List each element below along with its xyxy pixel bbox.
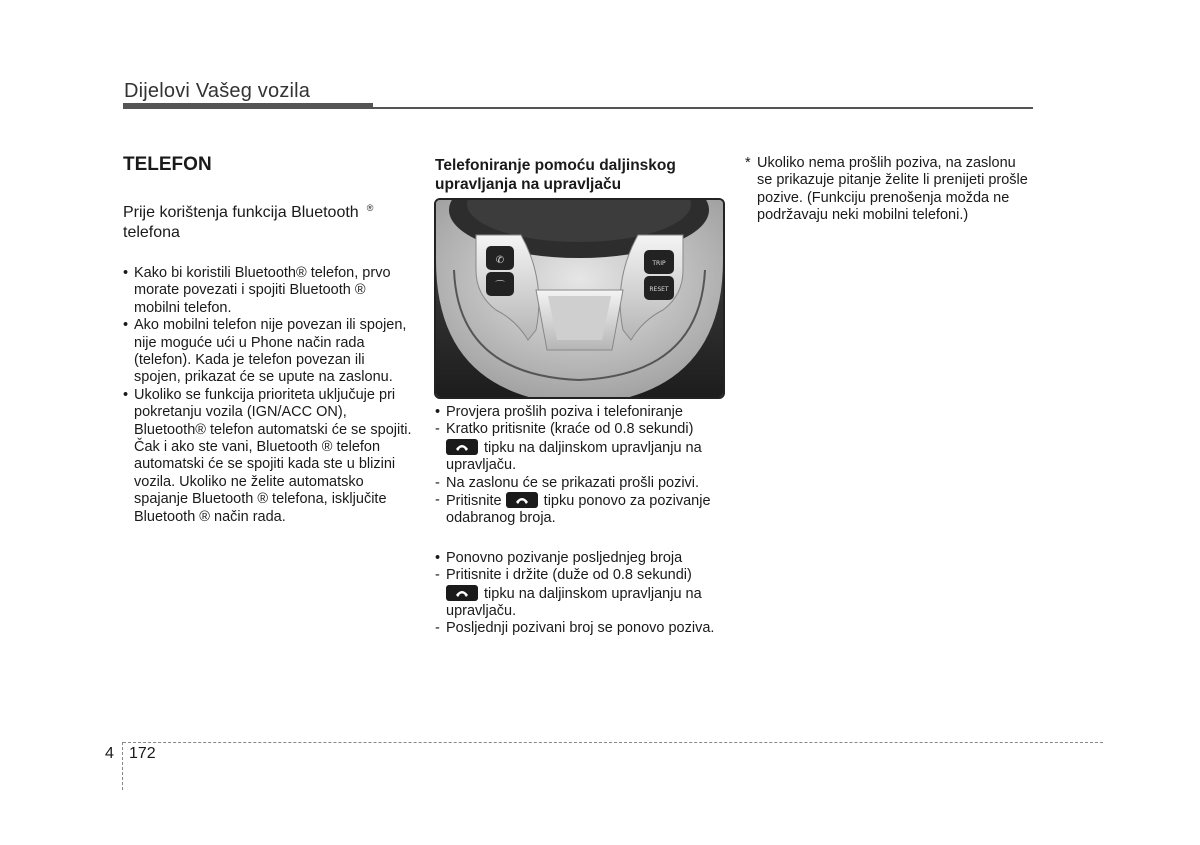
item-text: tipku na daljinskom upravljanju na upravljaču. [446, 439, 702, 474]
bluetooth-subheading [123, 198, 418, 243]
item-title: Ponovno pozivanje posljednjeg broja [446, 549, 683, 566]
subheading-line2: telefona [123, 224, 180, 241]
footer-divider [122, 742, 123, 790]
page-number: 172 [129, 745, 156, 762]
footnote [745, 155, 1035, 225]
subheading-line1: Prije korištenja funkcija Bluetooth [123, 204, 359, 221]
bluetooth-notes-list [123, 265, 415, 526]
list-item: - Na zaslonu će se prikazati prošli pozivi. [435, 474, 700, 491]
call-instructions [435, 404, 727, 638]
reset-button-label: RESET [649, 286, 669, 293]
registered-mark: ® [366, 203, 374, 213]
list-item: • Ponovno pozivanje posljednjeg broja [435, 549, 683, 566]
item-title: Provjera prošlih poziva i telefoniranje [446, 404, 683, 420]
trip-button-label: TRIP [652, 260, 666, 267]
item-text: Pritisnite i držite (duže od 0.8 sekundi) [446, 567, 692, 584]
item-text: Kratko pritisnite (kraće od 0.8 sekundi) [446, 421, 694, 438]
svg-text:✆: ✆ [495, 255, 505, 266]
heading-line2: upravljanja na upravljaču [435, 176, 622, 193]
item-text: tipku ponovo za pozivanje odabranog broja. [446, 493, 711, 527]
remote-control-heading [435, 156, 725, 194]
list-item: - Pritisnite i držite (duže od 0.8 sekundi) tipku na daljinskom upravljanju na upravljaču. [435, 567, 702, 620]
list-item: - Pritisnite tipku ponovo za pozivanje odabranog broja. [435, 492, 711, 527]
header-rule-thick [123, 103, 373, 109]
section-title: Dijelovi Vašeg vozila [124, 80, 311, 102]
phone-call-button-icon [506, 492, 538, 508]
steering-wheel-illustration [436, 200, 723, 397]
item-text: Pritisnite [446, 493, 502, 510]
chapter-number: 4 [105, 745, 114, 762]
list-item: - Posljednji pozivani broj se ponovo poziva. [435, 620, 715, 637]
phone-call-button-icon [446, 439, 478, 455]
item-text: Na zaslonu će se prikazati prošli pozivi. [446, 474, 700, 491]
svg-text:⌒: ⌒ [495, 281, 505, 292]
phone-call-button-icon [446, 585, 478, 601]
list-item: • Kako bi koristili Bluetooth® telefon, prvo morate povezati i spojiti Bluetooth ® mobilni telefon. [123, 265, 415, 317]
list-item: • Ako mobilni telefon nije povezan ili spojen, nije moguće ući u Phone način rada (telefon). Kada je telefon povezan ili spojen, prikazat će se upute na zaslonu. [123, 317, 415, 387]
list-item: • Ukoliko se funkcija prioriteta uključuje pri pokretanju vozila (IGN/ACC ON), Bluetooth® telefon automatski će se spojiti. Čak i ako ste vani, Bluetooth ® telefon automatski će se spojiti kada ste u blizini vozila. Ukoliko ne želite automatsko spajanje Bluetooth ® telefona, isključite Bluetooth ® način rada. [123, 387, 415, 526]
item-text: tipku na daljinskom upravljanju na upravljaču. [446, 585, 702, 620]
item-text: Posljednji pozivani broj se ponovo poziva. [446, 620, 715, 637]
header-rule-thin [373, 107, 1033, 109]
list-item: • Provjera prošlih poziva i telefoniranje [435, 404, 683, 420]
heading-line1: Telefoniranje pomoću daljinskog [435, 157, 676, 174]
telefon-heading: TELEFON [123, 154, 212, 175]
footer-rule [123, 742, 1103, 743]
footnote-star: * [745, 155, 751, 171]
steering-wheel-image [434, 198, 725, 399]
footnote-text: Ukoliko nema prošlih poziva, na zaslonu se prikazuje pitanje želite li prenijeti prošle pozive. (Funkciju prenošenja možda ne podržavaju neki mobilni telefoni.) [757, 155, 1028, 224]
list-item: - Kratko pritisnite (kraće od 0.8 sekundi) tipku na daljinskom upravljanju na upravljaču. [435, 421, 702, 474]
